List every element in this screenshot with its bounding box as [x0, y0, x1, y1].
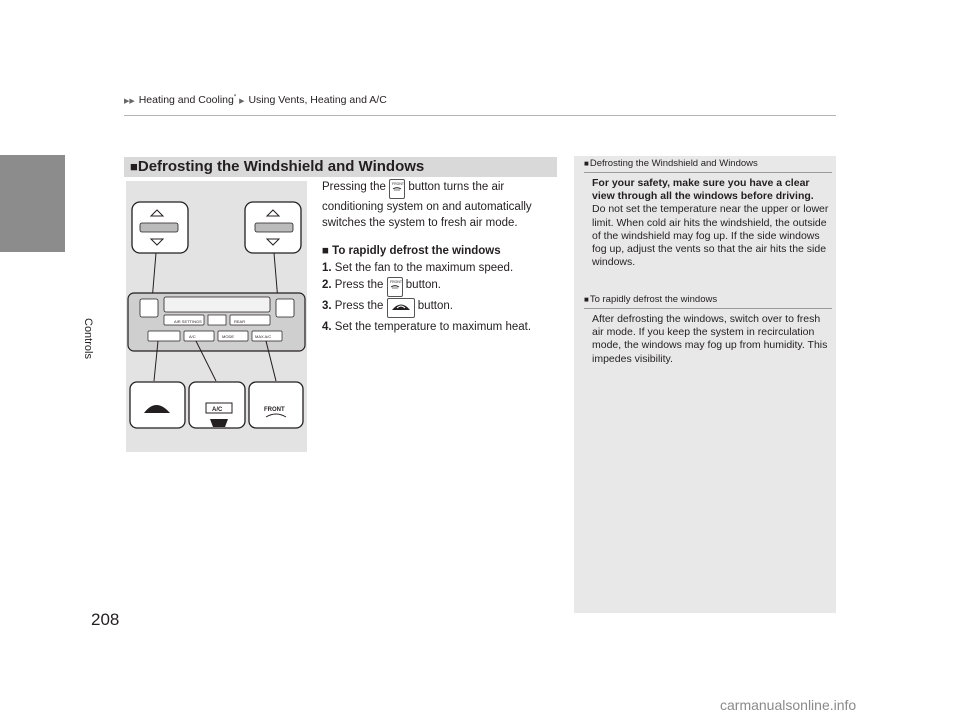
recirculation-callout: [130, 382, 185, 428]
note-2: [584, 294, 832, 366]
intro-post: button turns the air conditioning system on and automatically switches the system to fresh air mode.: [322, 181, 532, 229]
note-text: After defrosting the windows, switch over to fresh air mode. If you keep the system in recirculation mode, the windows may fog up from humidity. This impedes visibility.: [592, 313, 828, 365]
note-square-icon: ■: [584, 295, 589, 304]
intro-paragraph: [322, 179, 554, 231]
breadcrumb-asterisk: *: [233, 94, 237, 101]
front-callout-label: FRONT: [264, 407, 285, 413]
front-defrost-icon: [389, 179, 405, 199]
note-divider: [584, 308, 832, 309]
section-heading: ■Defrosting the Windshield and Windows: [130, 158, 425, 175]
breadcrumb-arrow-icon: ▶: [239, 98, 245, 105]
note-text: Do not set the temperature near the upper or lower limit. When cold air hits the windshield, the outside of the windshield may fog up. If the side windows fog up, adjust the vents so that the air hits the side windows.: [592, 203, 829, 269]
panel-label-rear: REAR: [234, 319, 246, 324]
panel-label-max-ac: MAX A/C: [255, 334, 272, 339]
note-divider: [584, 172, 832, 173]
note-bold-text: For your safety, make sure you have a clear view through all the windows before driving.: [592, 177, 814, 203]
climate-panel-drawing: [126, 181, 307, 452]
front-defrost-callout: [249, 382, 303, 428]
breadcrumb-item-heating[interactable]: Heating and Cooling: [138, 94, 234, 106]
subsection-heading: ■ To rapidly defrost the windows: [322, 245, 501, 257]
note-square-icon: ■: [584, 159, 589, 168]
svg-text:FRONT: FRONT: [392, 182, 405, 186]
climate-panel-illustration: [126, 181, 307, 452]
step-2: 2. Press the FRONT button.: [322, 277, 554, 297]
note-title: ■To rapidly defrost the windows: [584, 294, 718, 305]
header-divider: [124, 115, 836, 116]
breadcrumb-item-vents[interactable]: Using Vents, Heating and A/C: [248, 94, 387, 106]
panel-label-ac: A/C: [189, 334, 196, 339]
panel-label-air-settings: AIR SETTINGS: [174, 319, 202, 324]
step-1: 1. Set the fan to the maximum speed.: [322, 262, 514, 274]
breadcrumb-arrow-icon: ▶▶: [124, 98, 135, 105]
note-title: ■Defrosting the Windshield and Windows: [584, 158, 758, 169]
section-body: [322, 179, 554, 335]
note-1: [584, 158, 832, 269]
panel-label-mode: MODE: [222, 334, 234, 339]
chapter-label: Controls: [82, 318, 94, 359]
page-number: 208: [91, 610, 120, 629]
recirculation-icon: [387, 298, 415, 318]
section-heading-bar: [124, 157, 557, 177]
chapter-tab: [0, 155, 65, 252]
breadcrumb: [124, 94, 387, 106]
notes-sidebar: [574, 156, 836, 613]
front-defrost-icon: [387, 277, 403, 297]
ac-callout-label: A/C: [212, 407, 223, 413]
step-4: 4. Set the temperature to maximum heat.: [322, 321, 532, 333]
svg-text:FRONT: FRONT: [389, 280, 402, 284]
intro-pre: Pressing the: [322, 181, 386, 193]
step-3: 3. Press the button.: [322, 298, 554, 318]
watermark: carmanualsonline.info: [720, 697, 857, 713]
